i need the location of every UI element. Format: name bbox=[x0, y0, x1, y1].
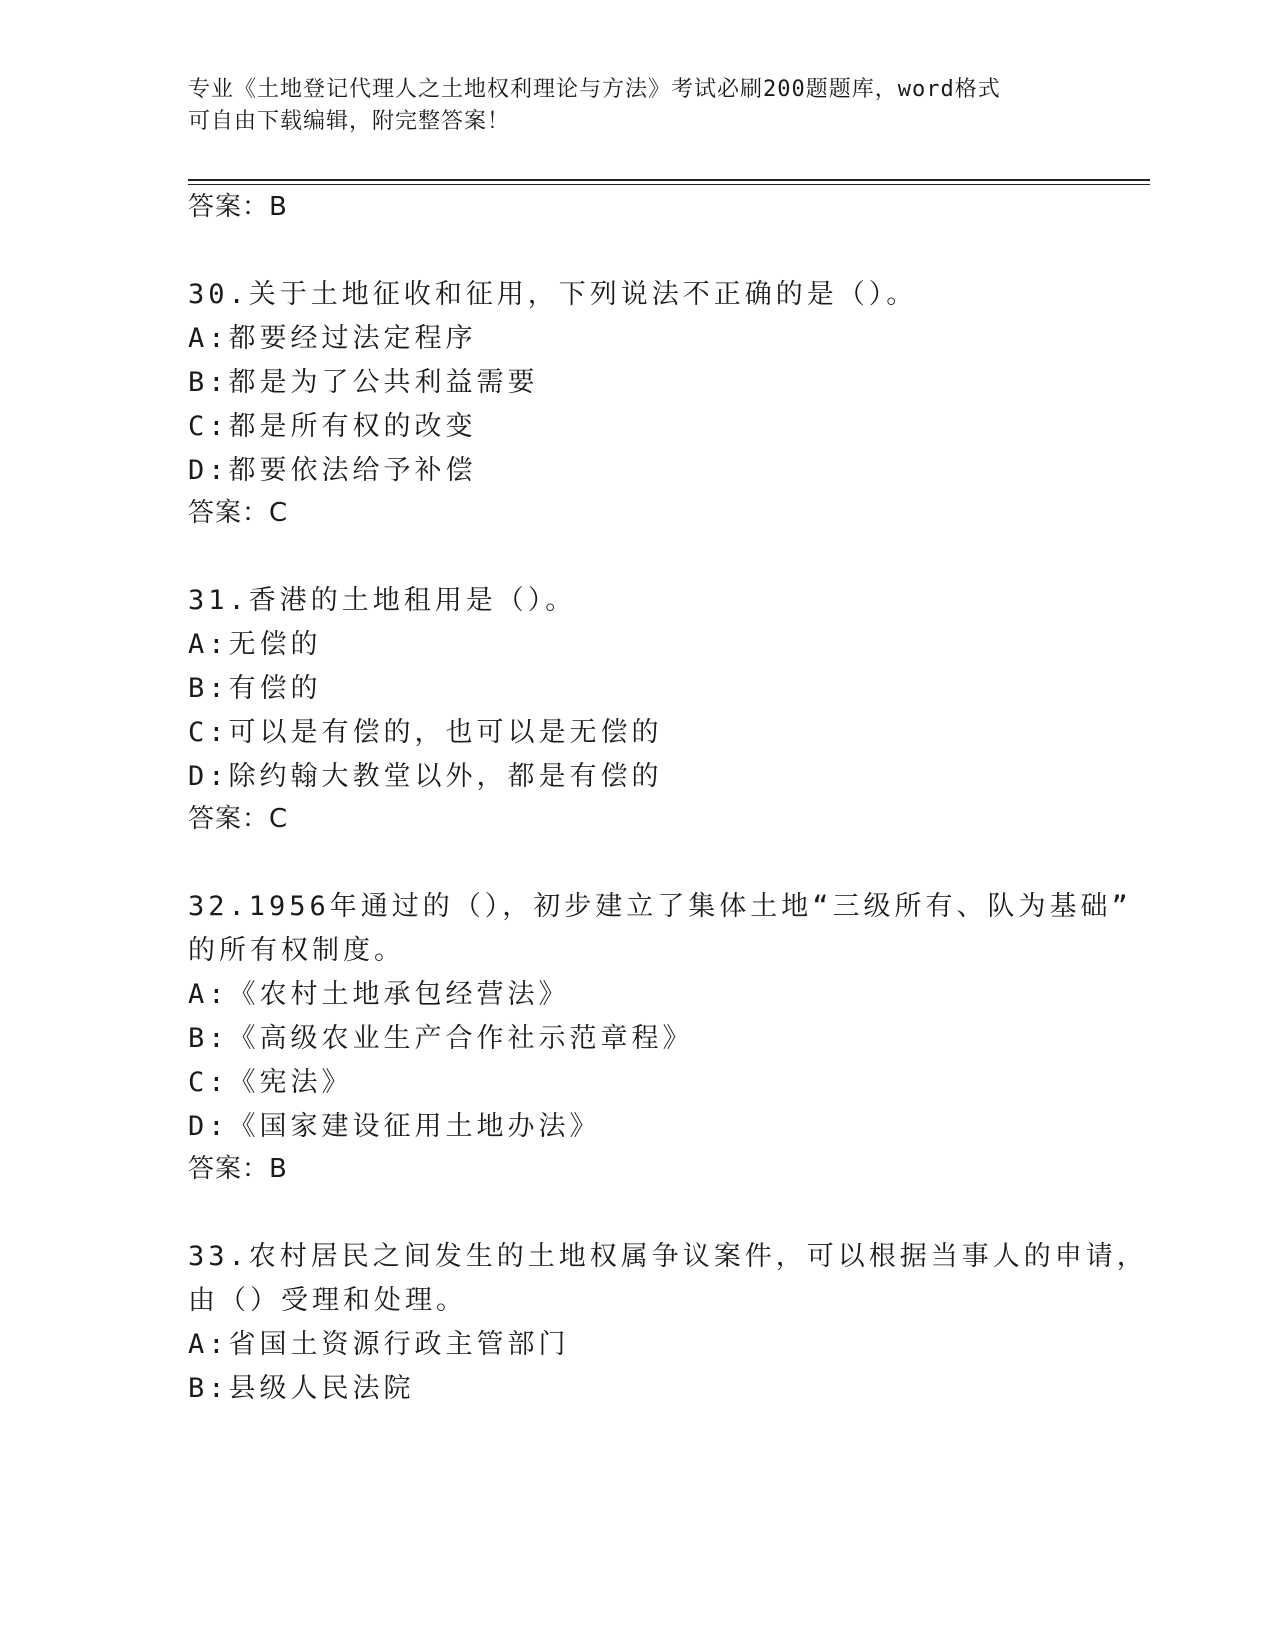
question-stem: 30.关于土地征收和征用，下列说法不正确的是（）。 bbox=[188, 279, 918, 310]
header-line-1: 专业《土地登记代理人之土地权利理论与方法》考试必刷200题题库，word格式 bbox=[188, 77, 1001, 102]
option-b: B:《高级农业生产合作社示范章程》 bbox=[188, 1023, 694, 1054]
option-a: A:省国土资源行政主管部门 bbox=[188, 1329, 570, 1360]
option-d: D:都要依法给予补偿 bbox=[188, 455, 477, 486]
option-a: A:无偿的 bbox=[188, 629, 322, 660]
question-stem: 32.1956年通过的（），初步建立了集体土地“三级所有、队为基础” bbox=[188, 891, 1132, 922]
option-c: C:可以是有偿的，也可以是无偿的 bbox=[188, 717, 663, 748]
answer: 答案：B bbox=[188, 1154, 288, 1184]
answer: 答案：C bbox=[188, 804, 289, 834]
answer-prev: 答案：B bbox=[188, 192, 288, 222]
option-d: D:《国家建设征用土地办法》 bbox=[188, 1111, 601, 1142]
option-b: B:都是为了公共利益需要 bbox=[188, 367, 539, 398]
question-stem-cont: 的所有权制度。 bbox=[188, 935, 405, 966]
option-c: C:《宪法》 bbox=[188, 1067, 353, 1098]
document-header bbox=[188, 74, 1068, 138]
header-divider-thick bbox=[188, 179, 1150, 181]
answer: 答案：C bbox=[188, 498, 289, 528]
header-divider-thin bbox=[188, 184, 1150, 185]
option-c: C:都是所有权的改变 bbox=[188, 411, 477, 442]
question-stem: 33.农村居民之间发生的土地权属争议案件，可以根据当事人的申请， bbox=[188, 1241, 1148, 1272]
option-b: B:有偿的 bbox=[188, 673, 322, 704]
question-stem: 31.香港的土地租用是（）。 bbox=[188, 585, 577, 616]
question-stem-cont: 由（）受理和处理。 bbox=[188, 1285, 467, 1316]
header-line-2: 可自由下载编辑，附完整答案！ bbox=[188, 109, 511, 134]
option-b: B:县级人民法院 bbox=[188, 1373, 415, 1404]
option-a: A:《农村土地承包经营法》 bbox=[188, 979, 570, 1010]
option-a: A:都要经过法定程序 bbox=[188, 323, 477, 354]
option-d: D:除约翰大教堂以外，都是有偿的 bbox=[188, 761, 663, 792]
